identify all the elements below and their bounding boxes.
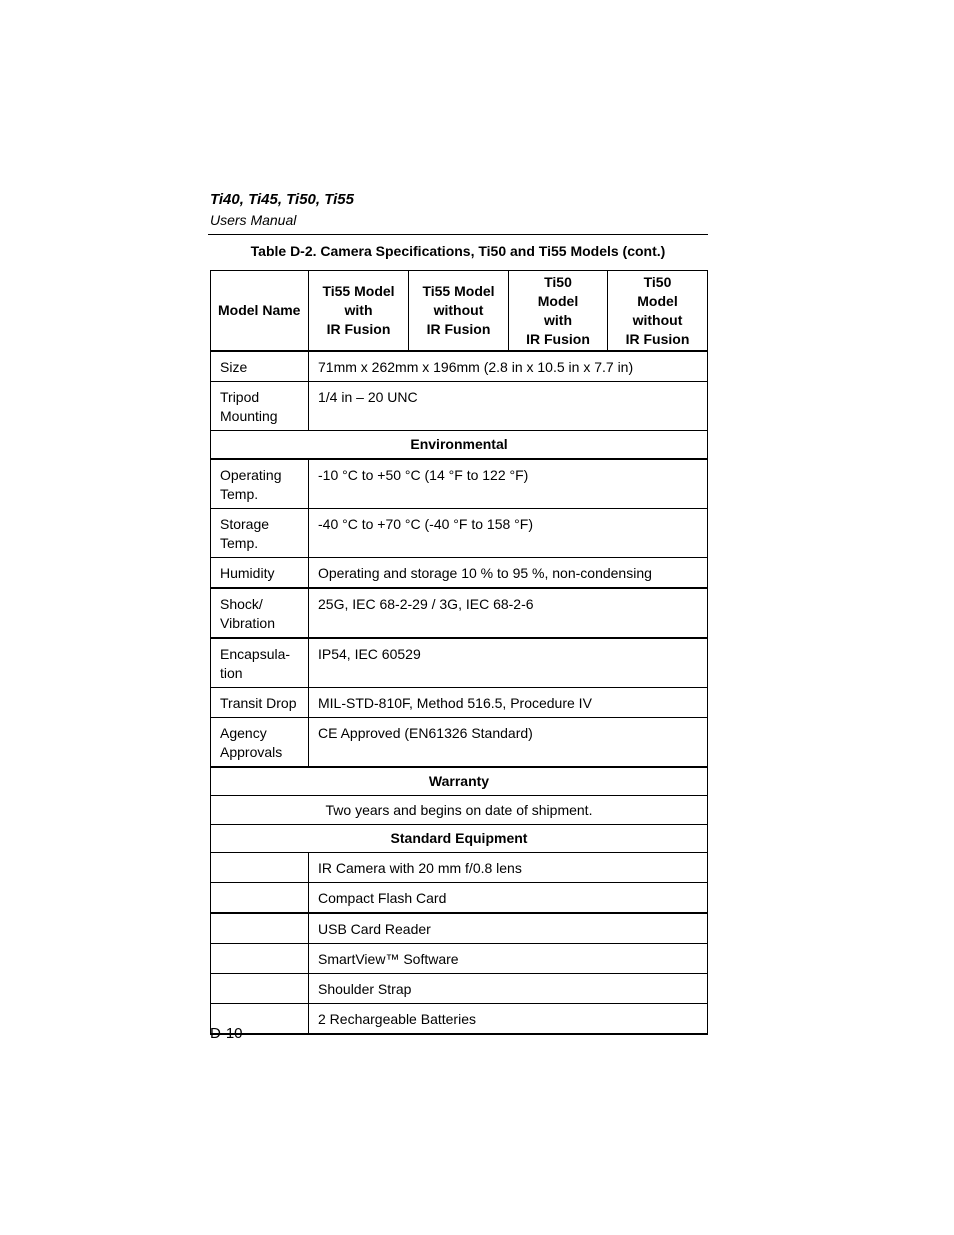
equipment-item: Compact Flash Card [309,883,708,914]
row-label: Size [211,351,309,382]
row-value: -40 °C to +70 °C (-40 °F to 158 °F) [309,509,708,558]
equipment-item: IR Camera with 20 mm f/0.8 lens [309,853,708,883]
row-label: Agency Approvals [211,718,309,768]
row-label-empty [211,974,309,1004]
section-title-environmental: Environmental [211,431,708,460]
row-label: Storage Temp. [211,509,309,558]
table-row [211,718,708,768]
table-row [211,1004,708,1035]
equipment-item: Shoulder Strap [309,974,708,1004]
column-header-label: Ti50 Model without IR Fusion [625,273,690,347]
page-number: D-10 [210,1025,243,1042]
table-row [211,883,708,914]
row-label-empty [211,913,309,944]
section-title-standard-equipment: Standard Equipment [211,825,708,853]
equipment-item: SmartView™ Software [309,944,708,974]
equipment-item: 2 Rechargeable Batteries [309,1004,708,1035]
table-row [211,944,708,974]
row-value: Operating and storage 10 % to 95 %, non-condensing [309,558,708,589]
section-title-warranty: Warranty [211,767,708,796]
row-value: MIL-STD-810F, Method 516.5, Procedure IV [309,688,708,718]
table-caption: Table D-2. Camera Specifications, Ti50 and Ti55 Models (cont.) [250,243,666,259]
table-row [211,974,708,1004]
section-header-row [211,767,708,796]
table-row [211,351,708,382]
table-header-row [211,271,708,352]
row-label: Tripod Mounting [211,382,309,431]
column-header-label: Ti50 Model with IR Fusion [526,273,590,347]
row-value: 71mm x 262mm x 196mm (2.8 in x 10.5 in x 7.7 in) [309,351,708,382]
specifications-table [210,270,708,1035]
table-row [211,509,708,558]
row-label: Shock/ Vibration [211,588,309,638]
table-row [211,588,708,638]
table-row [211,688,708,718]
equipment-item: USB Card Reader [309,913,708,944]
column-header-label: Ti55 Model without IR Fusion [422,283,495,337]
warranty-text: Two years and begins on date of shipment. [211,796,708,825]
column-header [309,271,409,352]
row-label: Humidity [211,558,309,589]
row-label: Operating Temp. [211,459,309,509]
row-label: Encapsula- tion [211,638,309,688]
table-row [211,638,708,688]
section-header-row [211,825,708,853]
column-header [211,271,309,352]
row-label-empty [211,944,309,974]
column-header [409,271,509,352]
column-header [509,271,608,352]
row-label-empty [211,853,309,883]
table-row [211,913,708,944]
table-row [211,558,708,589]
section-header-row [211,431,708,460]
table-row [211,853,708,883]
row-value: 1/4 in – 20 UNC [309,382,708,431]
row-value: IP54, IEC 60529 [309,638,708,688]
document-title: Ti40, Ti45, Ti50, Ti55 [210,191,354,208]
header-rule [208,234,708,235]
column-header [608,271,708,352]
document-subtitle: Users Manual [210,212,297,228]
row-label-empty [211,883,309,914]
table-row [211,459,708,509]
row-value: CE Approved (EN61326 Standard) [309,718,708,768]
column-header-label: Ti55 Model with IR Fusion [322,283,395,337]
row-label: Transit Drop [211,688,309,718]
row-value: -10 °C to +50 °C (14 °F to 122 °F) [309,459,708,509]
column-header-label: Model Name [218,302,301,318]
table-row [211,382,708,431]
row-value: 25G, IEC 68-2-29 / 3G, IEC 68-2-6 [309,588,708,638]
table-row [211,796,708,825]
